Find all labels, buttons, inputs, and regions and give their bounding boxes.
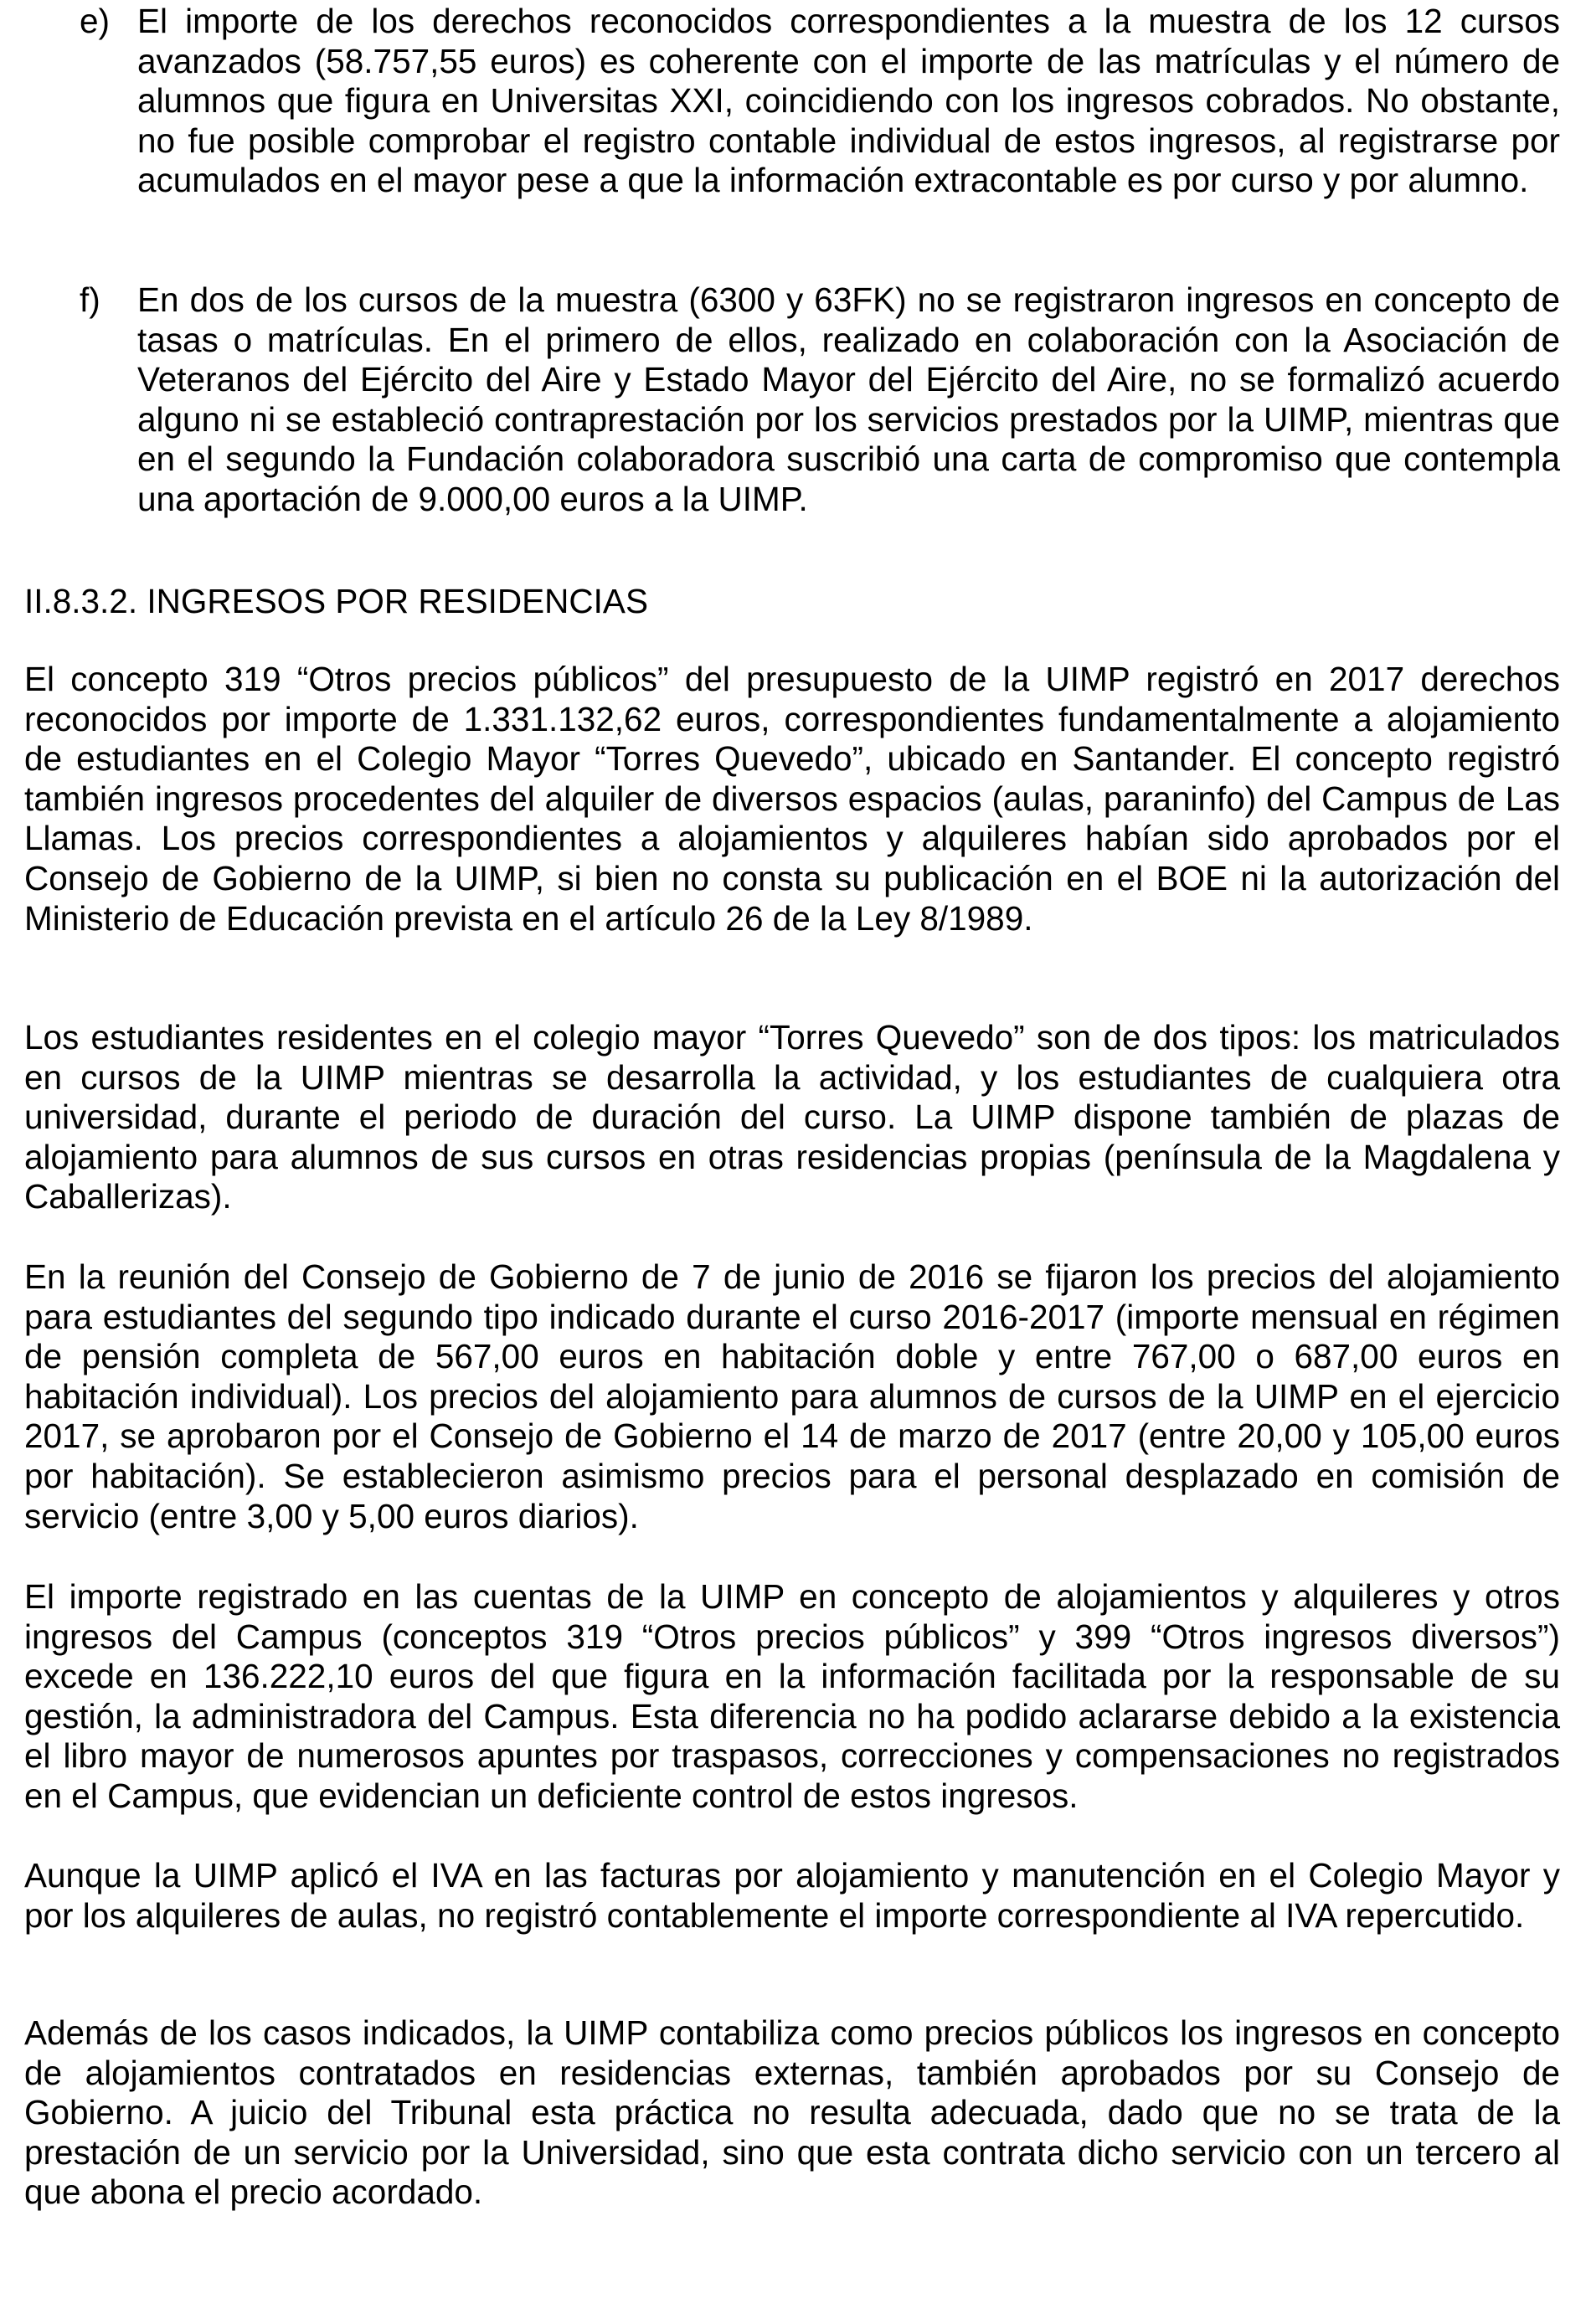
paragraph-consejo-gobierno: En la reunión del Consejo de Gobierno de 7 de junio de 2016 se fijaron los precios del alojamiento para estudiantes del segundo tipo indicado durante el curso 2016-2017 (importe mensual en régimen de pensión completa de 567,00 euros en habitación doble y entre 767,00 o 687,00 euros en habitación individual). Los precios del alojamiento para alumnos de cursos de la UIMP en el ejercicio 2017, se aprobaron por el Consejo de Gobierno el 14 de marzo de 2017 (entre 20,00 y 105,00 euros por habitación). Se establecieron asimismo precios para el personal desplazado en comisión de servicio (entre 3,00 y 5,00 euros diarios). [24,1257,1560,1535]
paragraph-importe-registrado: El importe registrado en las cuentas de la UIMP en concepto de alojamientos y alquileres y otros ingresos del Campus (conceptos 319 “Otros precios públicos” y 399 “Otros ingresos diversos”) excede en 136.222,10 euros del que figura en la información facilitada por la responsable de su gestión, la administradora del Campus. Esta diferencia no ha podido aclararse debido a la existencia el libro mayor de numerosos apuntes por traspasos, correcciones y compensaciones no registrados en el Campus, que evidencian un deficiente control de estos ingresos. [24,1577,1560,1815]
paragraph-estudiantes-residentes: Los estudiantes residentes en el colegio mayor “Torres Quevedo” son de dos tipos: los matriculados en cursos de la UIMP mientras se desarrolla la actividad, y los estudiantes de cualquiera otra universidad, durante el periodo de duración del curso. La UIMP dispone también de plazas de alojamiento para alumnos de sus cursos en otras residencias propias (península de la Magdalena y Caballerizas). [24,1018,1560,1216]
list-item-text: El importe de los derechos reconocidos correspondientes a la muestra de los 12 cursos avanzados (58.757,55 euros) es coherente con el importe de las matrículas y el número de alumnos que figura en Universitas XXI, coincidiendo con los ingresos cobrados. No obstante, no fue posible comprobar el registro contable individual de estos ingresos, al registrarse por acumulados en el mayor pese a que la información extracontable es por curso y por alumno. [137,2,1560,200]
list-marker: e) [80,2,111,40]
list-marker: f) [80,280,100,319]
list-item-text: En dos de los cursos de la muestra (6300 y 63FK) no se registraron ingresos en concepto de tasas o matrículas. En el primero de ellos, realizado en colaboración con la Asociación de Veteranos del Ejército del Aire y Estado Mayor del Ejército del Aire, no se formalizó acuerdo alguno ni se estableció contraprestación por los servicios prestados por la UIMP, mientras que en el segundo la Fundación colaboradora suscribió una carta de compromiso que contempla una aportación de 9.000,00 euros a la UIMP. [137,280,1560,518]
paragraph-iva: Aunque la UIMP aplicó el IVA en las facturas por alojamiento y manutención en el Colegio Mayor y por los alquileres de aulas, no registró contablemente el importe correspondiente al IVA repercutido. [24,1856,1560,1935]
paragraph-residencias-externas: Además de los casos indicados, la UIMP contabiliza como precios públicos los ingresos en concepto de alojamientos contratados en residencias externas, también aprobados por su Consejo de Gobierno. A juicio del Tribunal esta práctica no resulta adecuada, dado que no se trata de la prestación de un servicio por la Universidad, sino que esta contrata dicho servicio con un tercero al que abona el precio acordado. [24,2013,1560,2212]
paragraph-concepto-319: El concepto 319 “Otros precios públicos” del presupuesto de la UIMP registró en 2017 derechos reconocidos por importe de 1.331.132,62 euros, correspondientes fundamentalmente a alojamiento de estudiantes en el Colegio Mayor “Torres Quevedo”, ubicado en Santander. El concepto registró también ingresos procedentes del alquiler de diversos espacios (aulas, paraninfo) del Campus de Las Llamas. Los precios correspondientes a alojamientos y alquileres habían sido aprobados por el Consejo de Gobierno de la UIMP, si bien no consta su publicación en el BOE ni la autorización del Ministerio de Educación prevista en el artículo 26 de la Ley 8/1989. [24,660,1560,938]
section-heading: II.8.3.2. INGRESOS POR RESIDENCIAS [24,582,648,620]
